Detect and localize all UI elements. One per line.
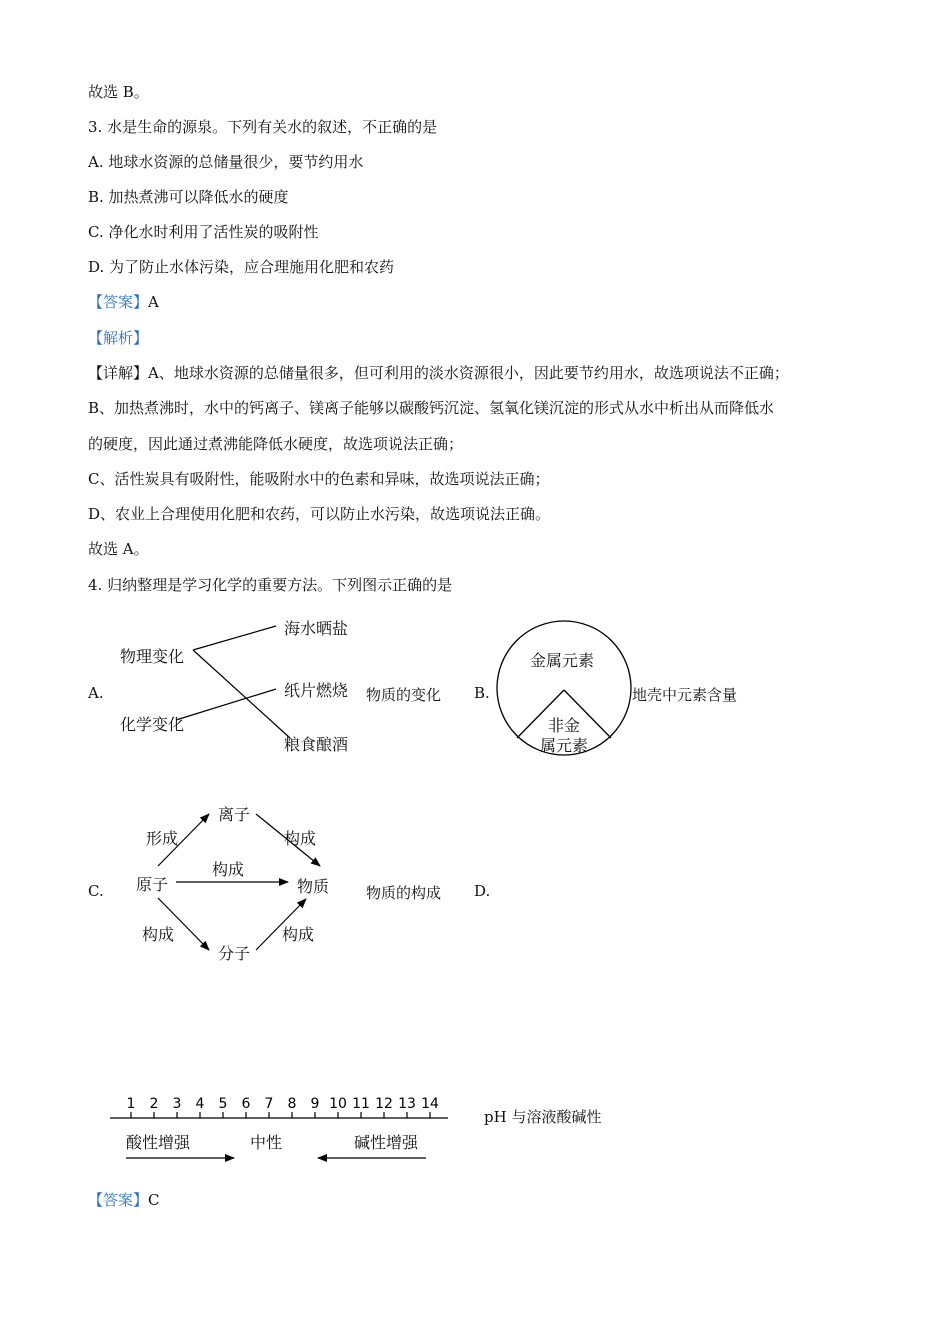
ph-tick-label: 13 — [398, 1096, 416, 1112]
answer-value: C — [148, 1191, 160, 1209]
ph-tick-label: 2 — [149, 1096, 159, 1112]
nonmetal-element-label-2: 属元素 — [540, 736, 589, 755]
ph-tick-label: 9 — [310, 1096, 320, 1112]
option-a-label: A. — [88, 684, 104, 702]
answer-line-2 — [88, 1190, 160, 1210]
detail-line-4: C、活性炭具有吸附性，能吸附水中的色素和异味，故选项说法正确； — [88, 470, 550, 488]
option-a-caption: 物质的变化 — [366, 686, 442, 704]
detail-line-3: 的硬度，因此通过煮沸能降低水硬度，故选项说法正确； — [88, 435, 464, 453]
option-c-text: C. 净化水时利用了活性炭的吸附性 — [88, 223, 319, 241]
alkalinity-increases-label: 碱性增强 — [354, 1133, 419, 1152]
answer-value: A — [148, 293, 159, 311]
item-paper-burning: 纸片燃烧 — [284, 681, 349, 700]
ph-tick-label: 14 — [421, 1096, 439, 1112]
ph-tick-label: 12 — [375, 1096, 393, 1112]
detail-line-5: D、农业上合理使用化肥和农药，可以防止水污染，故选项说法正确。 — [88, 505, 551, 523]
constitute-label-2: 构成 — [212, 860, 245, 879]
option-d-text: D. 为了防止水体污染，应合理施用化肥和农药 — [88, 258, 395, 276]
item-grain-brewing: 粮食酿酒 — [284, 735, 349, 754]
constitute-label-3: 构成 — [142, 925, 175, 944]
ph-tick-label: 11 — [352, 1096, 370, 1112]
item-seawater-salt: 海水晒盐 — [284, 619, 349, 638]
atom-label: 原子 — [136, 875, 169, 894]
neutral-label: 中性 — [250, 1133, 283, 1152]
physical-change-label: 物理变化 — [120, 647, 185, 666]
ph-tick-label: 7 — [264, 1096, 274, 1112]
ion-label: 离子 — [218, 805, 251, 824]
question-4: 4. 归纳整理是学习化学的重要方法。下列图示正确的是 — [88, 576, 453, 594]
constitute-label-1: 构成 — [284, 829, 317, 848]
option-c-label: C. — [88, 882, 104, 900]
detail-tag: 【详解】 — [88, 364, 149, 382]
nonmetal-element-label-1: 非金 — [548, 716, 581, 735]
text-line: 故选 B。 — [88, 83, 149, 101]
option-b-caption: 地壳中元素含量 — [632, 686, 738, 704]
constitute-label-4: 构成 — [282, 925, 315, 944]
form-label: 形成 — [146, 829, 179, 848]
ph-tick-label: 10 — [329, 1096, 347, 1112]
metal-element-label: 金属元素 — [530, 651, 595, 670]
ph-tick-label: 8 — [287, 1096, 297, 1112]
answer-tag: 【答案】 — [88, 1191, 149, 1209]
option-a-text: A. 地球水资源的总储量很少，要节约用水 — [88, 153, 364, 171]
ph-tick-label: 4 — [195, 1096, 205, 1112]
option-d-label: D. — [474, 882, 491, 900]
substance-label: 物质 — [297, 877, 330, 896]
ph-tick-label: 6 — [241, 1096, 251, 1112]
acidity-increases-label: 酸性增强 — [126, 1133, 191, 1152]
answer-tag: 【答案】 — [88, 293, 149, 311]
ph-tick-label: 3 — [172, 1096, 182, 1112]
detail-text: A、地球水资源的总储量很多，但可利用的淡水资源很小，因此要节约用水，故选项说法不正确； — [148, 364, 789, 382]
analysis-tag: 【解析】 — [88, 329, 149, 347]
ph-tick-label: 1 — [126, 1096, 136, 1112]
text-line: 故选 A。 — [88, 540, 149, 558]
detail-line-2: B、加热煮沸时，水中的钙离子、镁离子能够以碳酸钙沉淀、氢氧化镁沉淀的形式从水中析出从而降低水 — [88, 399, 775, 417]
question-3: 3. 水是生命的源泉。下列有关水的叙述，不正确的是 — [88, 118, 438, 136]
option-b-label: B. — [474, 684, 490, 702]
molecule-label: 分子 — [218, 944, 251, 963]
ph-tick-label: 5 — [218, 1096, 228, 1112]
option-d-caption: pH 与溶液酸碱性 — [484, 1108, 602, 1126]
option-b-text: B. 加热煮沸可以降低水的硬度 — [88, 188, 289, 206]
option-c-caption: 物质的构成 — [366, 884, 442, 902]
chemical-change-label: 化学变化 — [120, 715, 185, 734]
